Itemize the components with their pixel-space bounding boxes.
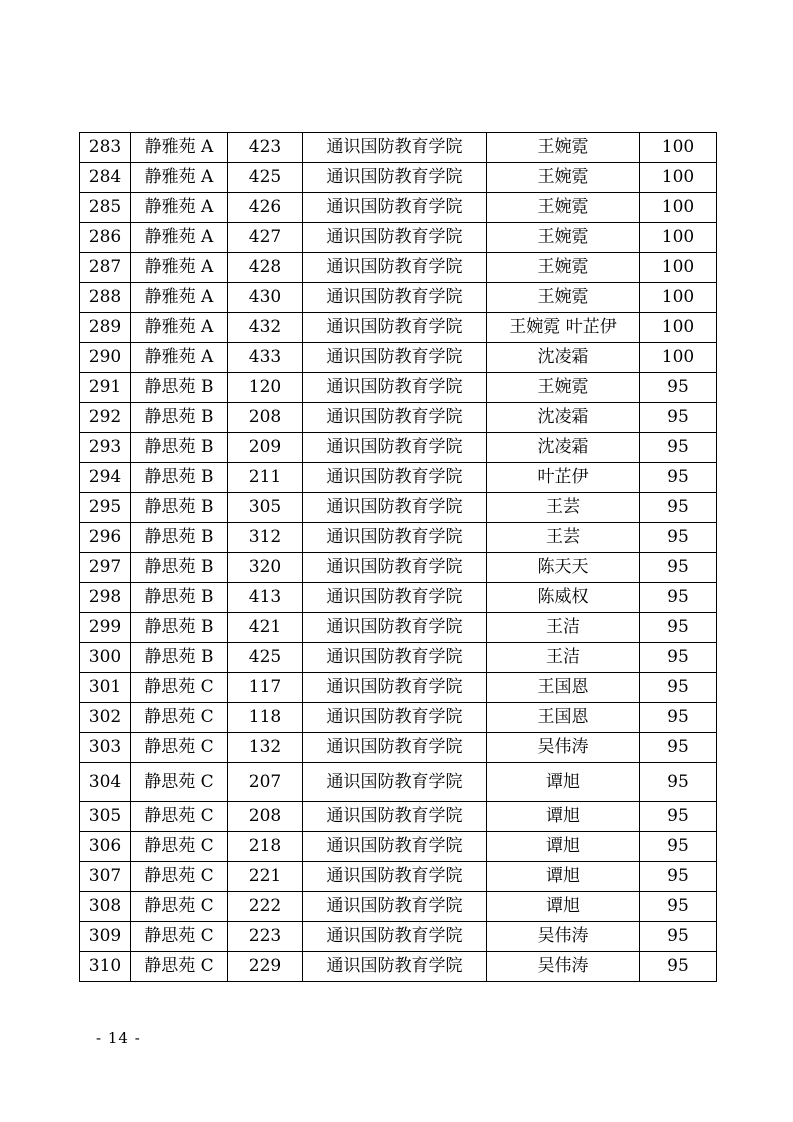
building-cell: 静思苑 B — [131, 493, 228, 523]
score-cell: 100 — [640, 313, 717, 343]
row-number-cell: 308 — [80, 892, 131, 922]
building-cell: 静思苑 B — [131, 613, 228, 643]
building-cell: 静雅苑 A — [131, 253, 228, 283]
table-row — [80, 493, 717, 523]
building-cell: 静思苑 C — [131, 892, 228, 922]
college-cell: 通识国防教育学院 — [303, 763, 487, 802]
table-row — [80, 373, 717, 403]
college-cell: 通识国防教育学院 — [303, 832, 487, 862]
person-cell: 谭旭 — [487, 763, 640, 802]
table-row — [80, 673, 717, 703]
row-number-cell: 295 — [80, 493, 131, 523]
person-cell: 王婉霓 — [487, 193, 640, 223]
building-cell: 静雅苑 A — [131, 223, 228, 253]
person-cell: 吴伟涛 — [487, 922, 640, 952]
building-cell: 静思苑 C — [131, 952, 228, 982]
building-cell: 静雅苑 A — [131, 193, 228, 223]
room-cell: 117 — [228, 673, 303, 703]
score-cell: 95 — [640, 523, 717, 553]
score-cell: 95 — [640, 403, 717, 433]
person-cell: 陈威权 — [487, 583, 640, 613]
row-number-cell: 309 — [80, 922, 131, 952]
college-cell: 通识国防教育学院 — [303, 493, 487, 523]
score-cell: 95 — [640, 673, 717, 703]
score-cell: 95 — [640, 643, 717, 673]
score-cell: 95 — [640, 952, 717, 982]
college-cell: 通识国防教育学院 — [303, 463, 487, 493]
page-number: - 14 - — [96, 1029, 141, 1047]
person-cell: 沈凌霜 — [487, 343, 640, 373]
score-cell: 95 — [640, 703, 717, 733]
person-cell: 谭旭 — [487, 862, 640, 892]
row-number-cell: 305 — [80, 802, 131, 832]
score-cell: 95 — [640, 553, 717, 583]
score-cell: 100 — [640, 223, 717, 253]
college-cell: 通识国防教育学院 — [303, 523, 487, 553]
table-row — [80, 193, 717, 223]
building-cell: 静雅苑 A — [131, 313, 228, 343]
room-cell: 430 — [228, 283, 303, 313]
person-cell: 王国恩 — [487, 703, 640, 733]
college-cell: 通识国防教育学院 — [303, 643, 487, 673]
person-cell: 吴伟涛 — [487, 952, 640, 982]
score-cell: 100 — [640, 343, 717, 373]
college-cell: 通识国防教育学院 — [303, 343, 487, 373]
row-number-cell: 286 — [80, 223, 131, 253]
person-cell: 王婉霓 叶芷伊 — [487, 313, 640, 343]
score-cell: 95 — [640, 433, 717, 463]
college-cell: 通识国防教育学院 — [303, 403, 487, 433]
table-row — [80, 922, 717, 952]
building-cell: 静雅苑 A — [131, 343, 228, 373]
building-cell: 静思苑 B — [131, 433, 228, 463]
table-row — [80, 163, 717, 193]
table-row — [80, 223, 717, 253]
room-cell: 218 — [228, 832, 303, 862]
table-row — [80, 313, 717, 343]
row-number-cell: 297 — [80, 553, 131, 583]
score-cell: 95 — [640, 832, 717, 862]
building-cell: 静思苑 C — [131, 763, 228, 802]
room-cell: 223 — [228, 922, 303, 952]
college-cell: 通识国防教育学院 — [303, 862, 487, 892]
room-cell: 221 — [228, 862, 303, 892]
room-cell: 208 — [228, 403, 303, 433]
table-row — [80, 643, 717, 673]
room-cell: 425 — [228, 643, 303, 673]
table-row — [80, 583, 717, 613]
table-row — [80, 523, 717, 553]
row-number-cell: 304 — [80, 763, 131, 802]
score-cell: 100 — [640, 163, 717, 193]
person-cell: 王洁 — [487, 613, 640, 643]
table-row — [80, 463, 717, 493]
person-cell: 王婉霓 — [487, 283, 640, 313]
building-cell: 静雅苑 A — [131, 283, 228, 313]
room-cell: 207 — [228, 763, 303, 802]
table-row — [80, 802, 717, 832]
building-cell: 静思苑 C — [131, 832, 228, 862]
person-cell: 谭旭 — [487, 802, 640, 832]
person-cell: 王洁 — [487, 643, 640, 673]
table-row — [80, 862, 717, 892]
room-cell: 425 — [228, 163, 303, 193]
building-cell: 静雅苑 A — [131, 163, 228, 193]
person-cell: 王婉霓 — [487, 373, 640, 403]
building-cell: 静思苑 C — [131, 922, 228, 952]
score-cell: 95 — [640, 892, 717, 922]
college-cell: 通识国防教育学院 — [303, 553, 487, 583]
row-number-cell: 283 — [80, 133, 131, 163]
score-cell: 100 — [640, 193, 717, 223]
room-cell: 305 — [228, 493, 303, 523]
room-cell: 211 — [228, 463, 303, 493]
person-cell: 王婉霓 — [487, 133, 640, 163]
building-cell: 静思苑 B — [131, 463, 228, 493]
room-cell: 132 — [228, 733, 303, 763]
college-cell: 通识国防教育学院 — [303, 373, 487, 403]
person-cell: 王芸 — [487, 493, 640, 523]
table-body — [80, 133, 717, 982]
dormitory-score-table — [79, 132, 717, 982]
room-cell: 413 — [228, 583, 303, 613]
building-cell: 静思苑 C — [131, 802, 228, 832]
college-cell: 通识国防教育学院 — [303, 892, 487, 922]
building-cell: 静思苑 C — [131, 862, 228, 892]
room-cell: 208 — [228, 802, 303, 832]
room-cell: 421 — [228, 613, 303, 643]
row-number-cell: 285 — [80, 193, 131, 223]
person-cell: 王婉霓 — [487, 223, 640, 253]
score-cell: 95 — [640, 802, 717, 832]
person-cell: 谭旭 — [487, 892, 640, 922]
college-cell: 通识国防教育学院 — [303, 283, 487, 313]
row-number-cell: 289 — [80, 313, 131, 343]
score-cell: 100 — [640, 253, 717, 283]
room-cell: 423 — [228, 133, 303, 163]
score-cell: 95 — [640, 922, 717, 952]
table-row — [80, 763, 717, 802]
row-number-cell: 284 — [80, 163, 131, 193]
row-number-cell: 296 — [80, 523, 131, 553]
table-row — [80, 553, 717, 583]
building-cell: 静思苑 C — [131, 703, 228, 733]
score-cell: 95 — [640, 583, 717, 613]
person-cell: 陈天天 — [487, 553, 640, 583]
building-cell: 静思苑 B — [131, 523, 228, 553]
college-cell: 通识国防教育学院 — [303, 223, 487, 253]
college-cell: 通识国防教育学院 — [303, 583, 487, 613]
row-number-cell: 294 — [80, 463, 131, 493]
table-row — [80, 703, 717, 733]
building-cell: 静雅苑 A — [131, 133, 228, 163]
score-cell: 95 — [640, 493, 717, 523]
row-number-cell: 293 — [80, 433, 131, 463]
college-cell: 通识国防教育学院 — [303, 613, 487, 643]
room-cell: 312 — [228, 523, 303, 553]
college-cell: 通识国防教育学院 — [303, 922, 487, 952]
room-cell: 432 — [228, 313, 303, 343]
room-cell: 209 — [228, 433, 303, 463]
table-row — [80, 253, 717, 283]
person-cell: 叶芷伊 — [487, 463, 640, 493]
room-cell: 427 — [228, 223, 303, 253]
row-number-cell: 290 — [80, 343, 131, 373]
college-cell: 通识国防教育学院 — [303, 253, 487, 283]
table-row — [80, 343, 717, 373]
room-cell: 433 — [228, 343, 303, 373]
room-cell: 426 — [228, 193, 303, 223]
college-cell: 通识国防教育学院 — [303, 433, 487, 463]
college-cell: 通识国防教育学院 — [303, 133, 487, 163]
building-cell: 静思苑 B — [131, 553, 228, 583]
building-cell: 静思苑 B — [131, 643, 228, 673]
row-number-cell: 302 — [80, 703, 131, 733]
table-row — [80, 892, 717, 922]
college-cell: 通识国防教育学院 — [303, 673, 487, 703]
row-number-cell: 288 — [80, 283, 131, 313]
table-row — [80, 133, 717, 163]
building-cell: 静思苑 C — [131, 733, 228, 763]
row-number-cell: 310 — [80, 952, 131, 982]
college-cell: 通识国防教育学院 — [303, 952, 487, 982]
person-cell: 吴伟涛 — [487, 733, 640, 763]
person-cell: 王婉霓 — [487, 163, 640, 193]
score-cell: 95 — [640, 373, 717, 403]
table-row — [80, 403, 717, 433]
row-number-cell: 300 — [80, 643, 131, 673]
building-cell: 静思苑 B — [131, 373, 228, 403]
person-cell: 王国恩 — [487, 673, 640, 703]
row-number-cell: 303 — [80, 733, 131, 763]
row-number-cell: 298 — [80, 583, 131, 613]
college-cell: 通识国防教育学院 — [303, 802, 487, 832]
building-cell: 静思苑 C — [131, 673, 228, 703]
person-cell: 王婉霓 — [487, 253, 640, 283]
room-cell: 320 — [228, 553, 303, 583]
college-cell: 通识国防教育学院 — [303, 703, 487, 733]
row-number-cell: 299 — [80, 613, 131, 643]
score-cell: 95 — [640, 862, 717, 892]
row-number-cell: 301 — [80, 673, 131, 703]
person-cell: 沈凌霜 — [487, 433, 640, 463]
row-number-cell: 287 — [80, 253, 131, 283]
college-cell: 通识国防教育学院 — [303, 313, 487, 343]
room-cell: 428 — [228, 253, 303, 283]
score-cell: 100 — [640, 283, 717, 313]
building-cell: 静思苑 B — [131, 403, 228, 433]
person-cell: 沈凌霜 — [487, 403, 640, 433]
room-cell: 222 — [228, 892, 303, 922]
building-cell: 静思苑 B — [131, 583, 228, 613]
score-cell: 95 — [640, 763, 717, 802]
room-cell: 229 — [228, 952, 303, 982]
score-cell: 95 — [640, 613, 717, 643]
score-cell: 95 — [640, 463, 717, 493]
table-row — [80, 613, 717, 643]
score-cell: 95 — [640, 733, 717, 763]
row-number-cell: 306 — [80, 832, 131, 862]
room-cell: 120 — [228, 373, 303, 403]
person-cell: 王芸 — [487, 523, 640, 553]
row-number-cell: 292 — [80, 403, 131, 433]
table-row — [80, 283, 717, 313]
college-cell: 通识国防教育学院 — [303, 163, 487, 193]
table-row — [80, 832, 717, 862]
table-row — [80, 733, 717, 763]
score-cell: 100 — [640, 133, 717, 163]
row-number-cell: 307 — [80, 862, 131, 892]
college-cell: 通识国防教育学院 — [303, 193, 487, 223]
table-row — [80, 433, 717, 463]
row-number-cell: 291 — [80, 373, 131, 403]
person-cell: 谭旭 — [487, 832, 640, 862]
college-cell: 通识国防教育学院 — [303, 733, 487, 763]
room-cell: 118 — [228, 703, 303, 733]
table-row — [80, 952, 717, 982]
